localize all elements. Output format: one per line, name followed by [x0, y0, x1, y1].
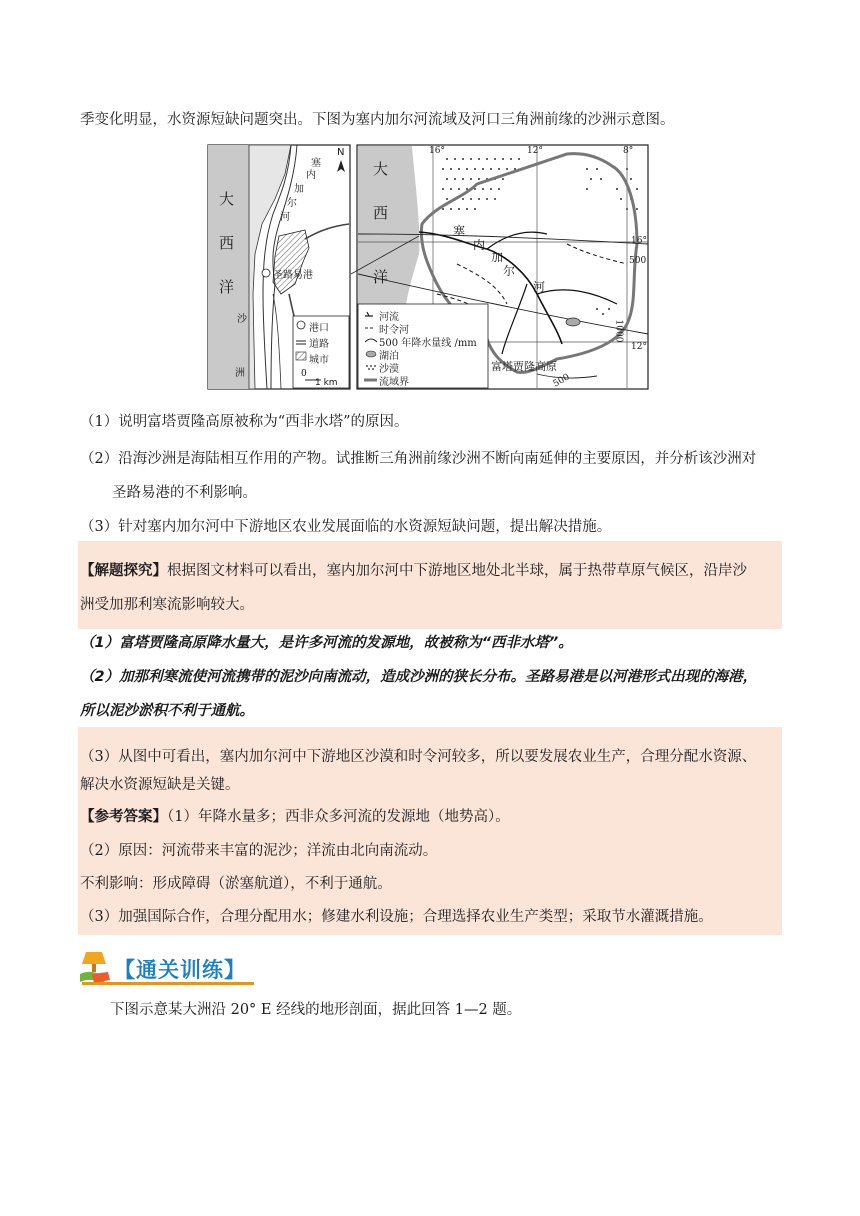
map-right-ocean-3: 洋: [373, 268, 389, 286]
answer-2b: 不利影响：形成障碍（淤塞航道），不利于通航。: [80, 876, 392, 892]
legend-isohyet: 500 年降水量线 /mm: [379, 338, 477, 349]
map-left-river-5: 河: [280, 212, 290, 223]
legend-road: 道路: [309, 339, 329, 350]
analysis-line-2: 洲受加那利寒流影响较大。: [80, 597, 254, 613]
map-left-river-4: 尔: [287, 198, 297, 209]
map-left-ocean-2: 西: [219, 234, 235, 252]
port-label: 圣路易港: [273, 270, 313, 281]
legend-river: 河流: [379, 312, 399, 323]
intro-text: 季变化明显，水资源短缺问题突出。下图为塞内加尔河流域及河口三角洲前缘的沙洲示意图。: [80, 112, 675, 128]
lon-12: 12°: [527, 146, 543, 156]
answer-2: （2）原因：河流带来丰富的泥沙；洋流由北向南流动。: [80, 843, 438, 859]
analysis-block: [78, 541, 782, 629]
analysis2-line-2: 解决水资源短缺是关键。: [80, 777, 240, 793]
legend-seasonal: 时令河: [379, 325, 409, 336]
lat-12: 12°: [631, 342, 647, 352]
map-left-river-3: 加: [294, 184, 304, 195]
scale-km: 1 km: [315, 378, 338, 388]
lat-16: 16°: [631, 236, 647, 246]
sandbar-label-2: 洲: [235, 368, 245, 379]
answer-3: （3）加强国际合作，合理分配用水；修建水利设施；合理选择农业生产类型；采取节水灌溉措施。: [80, 909, 713, 925]
isohyet-500-a: 500: [629, 256, 647, 266]
scale-zero: 0: [301, 369, 307, 379]
lon-16: 16°: [429, 146, 445, 156]
north-label: N: [337, 147, 345, 158]
analysis-text-1: 根据图文材料可以看出，塞内加尔河中下游地区地处北半球，属于热带草原气候区，沿岸沙: [167, 563, 747, 579]
bold-note-2: （2）加那利寒流使河流携带的泥沙向南流动，造成沙洲的狭长分布。圣路易港是以河港形式出现的海港，: [80, 669, 758, 685]
legend-lake: 湖泊: [379, 351, 399, 362]
lon-8: 8°: [623, 146, 634, 156]
question-2-cont: 圣路易港的不利影响。: [112, 485, 257, 501]
isohyet-500-b: 500: [551, 372, 572, 390]
bold-notes: [78, 629, 782, 725]
sandbar-label-1: 沙: [237, 314, 247, 325]
legend-city: 城市: [309, 355, 329, 366]
section-underline: [82, 982, 254, 985]
answer-1: （1）年降水量多；西非众多河流的发源地（地势高）。: [167, 809, 510, 825]
map-right-river-3: 加: [491, 250, 504, 264]
question-3: （3）针对塞内加尔河中下游地区农业发展面临的水资源短缺问题，提出解决措施。: [80, 519, 612, 535]
map-right-river-4: 尔: [503, 264, 516, 278]
question-1: （1）说明富塔贾隆高原被称为“西非水塔”的原因。: [80, 414, 409, 430]
section-header: [78, 948, 378, 988]
exercise-intro: 下图示意某大洲沿 20° E 经线的地形剖面，据此回答 1—2 题。: [110, 1002, 522, 1018]
analysis-tag: 【解题探究】: [80, 562, 167, 579]
map-left-river-2: 内: [306, 170, 316, 181]
analysis2-line-1: （3）从图中可看出，塞内加尔河中下游地区沙漠和时令河较多，所以要发展农业生产，合理分配水资源、: [80, 749, 757, 765]
answer-tag: 【参考答案】: [80, 808, 167, 825]
senegal-river-map: [207, 144, 649, 390]
analysis-line-1: [80, 561, 747, 581]
map-left-ocean-3: 洋: [219, 278, 235, 296]
question-2: （2）沿海沙洲是海陆相互作用的产物。试推断三角洲前缘沙洲不断向南延伸的主要原因，并分析该沙洲对: [80, 451, 757, 467]
map-right-ocean-2: 西: [373, 204, 389, 222]
bold-note-1: （1）富塔贾隆高原降水量大，是许多河流的发源地，故被称为“西非水塔”。: [80, 635, 573, 651]
legend-port: 港口: [309, 323, 329, 334]
map-left-ocean-1: 大: [219, 190, 235, 208]
map-right-river-5: 河: [533, 280, 546, 294]
answer-block: [78, 727, 782, 935]
plateau-label: 富塔贾隆高原: [491, 360, 557, 373]
map-right-river-1: 塞: [453, 224, 466, 238]
map-right-river-2: 内: [473, 238, 486, 252]
legend-desert: 沙漠: [379, 364, 399, 375]
isohyet-1000: 1000: [613, 319, 624, 343]
lamp-book-icon: [78, 950, 112, 986]
bold-note-3: 所以泥沙淤积不利于通航。: [80, 703, 254, 719]
map-right-ocean-1: 大: [373, 160, 389, 178]
section-title: 【通关训练】: [114, 958, 246, 982]
legend-basin: 流域界: [379, 377, 409, 388]
map-left-river-1: 塞: [311, 158, 321, 169]
answer-line-1: [80, 807, 510, 827]
